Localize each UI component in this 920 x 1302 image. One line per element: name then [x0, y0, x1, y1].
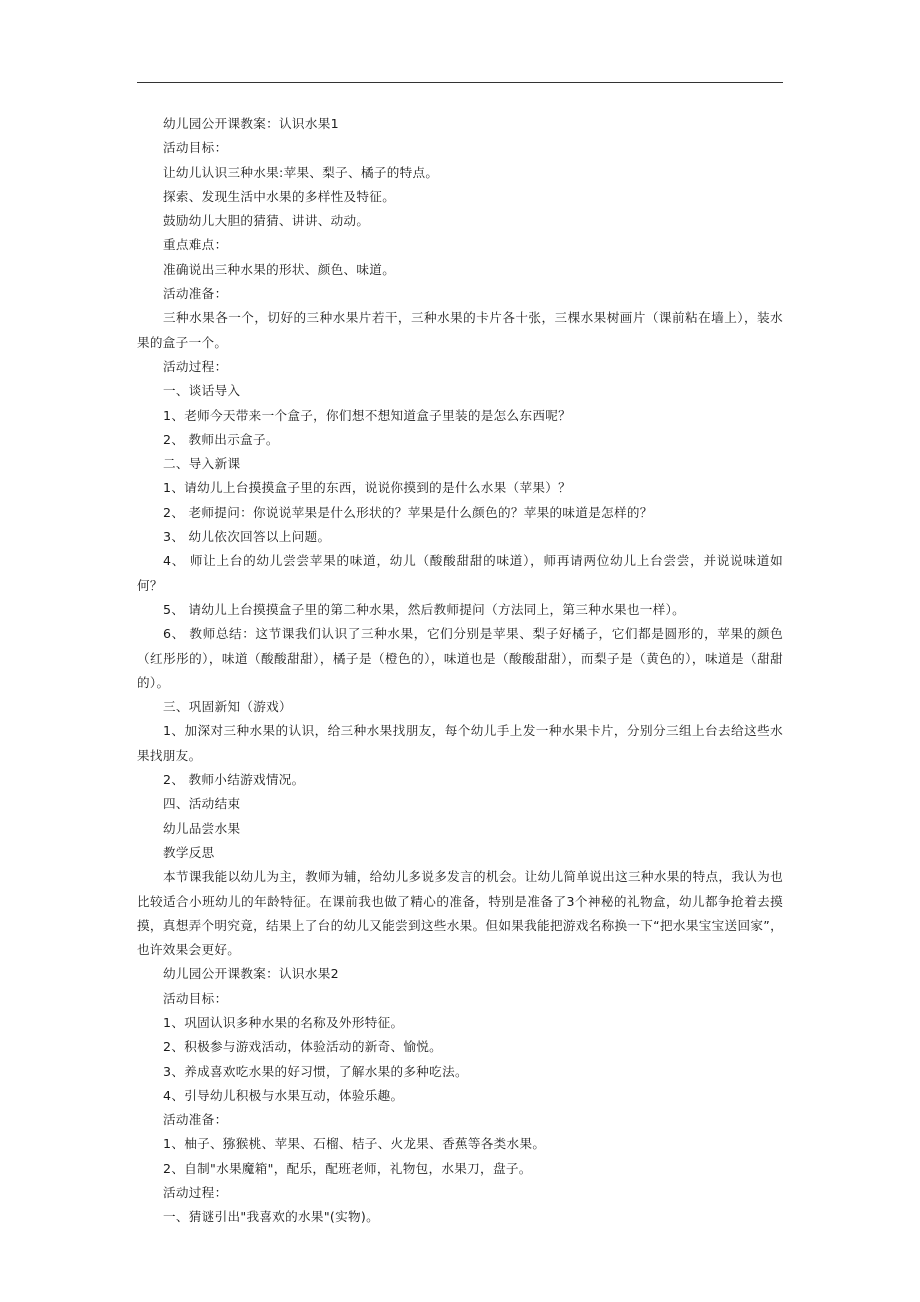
section-heading: 活动过程：	[163, 358, 228, 374]
paragraph: 探索、发现生活中水果的多样性及特征。	[163, 188, 396, 204]
paragraph: 4、引导幼儿积极与水果互动，体验乐趣。	[163, 1087, 404, 1103]
paragraph: 1、老师今天带来一个盒子，你们想不想知道盒子里装的是怎么东西呢？	[163, 407, 572, 423]
paragraph: 2、 老师提问：你说说苹果是什么形状的？苹果是什么颜色的？苹果的味道是怎样的？	[163, 504, 653, 520]
paragraph: 幼儿品尝水果	[163, 820, 241, 836]
paragraph: 4、 师让上台的幼儿尝尝苹果的味道，幼儿（酸酸甜甜的味道），师再请两位幼儿上台尝尝，并说说味道如何？	[137, 553, 783, 593]
paragraph: 2、 教师出示盒子。	[163, 431, 279, 447]
paragraph: 3、 幼儿依次回答以上问题。	[163, 529, 331, 545]
paragraph: 2、积极参与游戏活动，体验活动的新奇、愉悦。	[163, 1039, 443, 1055]
section-heading: 活动过程：	[163, 1185, 228, 1201]
paragraph: 5、 请幼儿上台摸摸盒子里的第二种水果，然后教师提问（方法同上，第三种水果也一样）。	[163, 601, 686, 617]
paragraph: 准确说出三种水果的形状、颜色、味道。	[163, 261, 396, 277]
paragraph: 三、巩固新知（游戏）	[163, 699, 292, 715]
paragraph: 2、自制"水果魔箱"，配乐，配班老师，礼物包，水果刀，盘子。	[163, 1160, 532, 1176]
section-heading: 活动目标：	[163, 140, 228, 156]
paragraph: 2、 教师小结游戏情况。	[163, 772, 305, 788]
section-heading: 活动目标：	[163, 990, 228, 1006]
paragraph: 本节课我能以幼儿为主，教师为辅，给幼儿多说多发言的机会。让幼儿简单说出这三种水果的特点，我认为也比较适合小班幼儿的年龄特征。在课前我也做了精心的准备，特别是准备了3个神秘的礼物盒，幼儿都争抢着去摸摸，真想弄个明究竟，结果上了台的幼儿又能尝到这些水果。但如果我能把游戏名称换一下“把水果宝宝送回家”，也许效果会更好。	[137, 869, 783, 958]
paragraph: 1、加深对三种水果的认识，给三种水果找朋友，每个幼儿手上发一种水果卡片，分别分三组上台去给这些水果找朋友。	[137, 723, 783, 763]
document-body	[137, 112, 783, 1230]
doc-title-2: 幼儿园公开课教案：认识水果2	[163, 966, 339, 982]
section-heading: 重点难点：	[163, 237, 228, 253]
section-heading: 活动准备：	[163, 1112, 228, 1128]
paragraph: 四、活动结束	[163, 796, 241, 812]
paragraph: 让幼儿认识三种水果:苹果、梨子、橘子的特点。	[163, 164, 439, 180]
paragraph: 1、柚子、猕猴桃、苹果、石榴、桔子、火龙果、香蕉等各类水果。	[163, 1136, 546, 1152]
paragraph: 1、请幼儿上台摸摸盒子里的东西，说说你摸到的是什么水果（苹果）？	[163, 480, 572, 496]
paragraph: 1、巩固认识多种水果的名称及外形特征。	[163, 1014, 404, 1030]
section-heading: 活动准备：	[163, 286, 228, 302]
paragraph: 一、谈话导入	[163, 383, 241, 399]
paragraph: 二、导入新课	[163, 456, 241, 472]
paragraph: 鼓励幼儿大胆的猜猜、讲讲、动动。	[163, 213, 370, 229]
doc-title-1: 幼儿园公开课教案：认识水果1	[163, 116, 339, 131]
section-heading: 教学反思	[163, 844, 215, 860]
paragraph: 三种水果各一个，切好的三种水果片若干，三种水果的卡片各十张，三棵水果树画片（课前粘在墙上），装水果的盒子一个。	[137, 310, 783, 350]
paragraph: 一、猜谜引出"我喜欢的水果"(实物)。	[163, 1209, 380, 1225]
paragraph: 6、 教师总结：这节课我们认识了三种水果，它们分别是苹果、梨子好橘子，它们都是圆形的，苹果的颜色（红彤彤的），味道（酸酸甜甜），橘子是（橙色的），味道也是（酸酸甜甜），而梨子是（黄色的），味道是（甜甜的）。	[137, 626, 783, 690]
header-rule	[137, 82, 783, 83]
paragraph: 3、养成喜欢吃水果的好习惯，了解水果的多种吃法。	[163, 1063, 468, 1079]
